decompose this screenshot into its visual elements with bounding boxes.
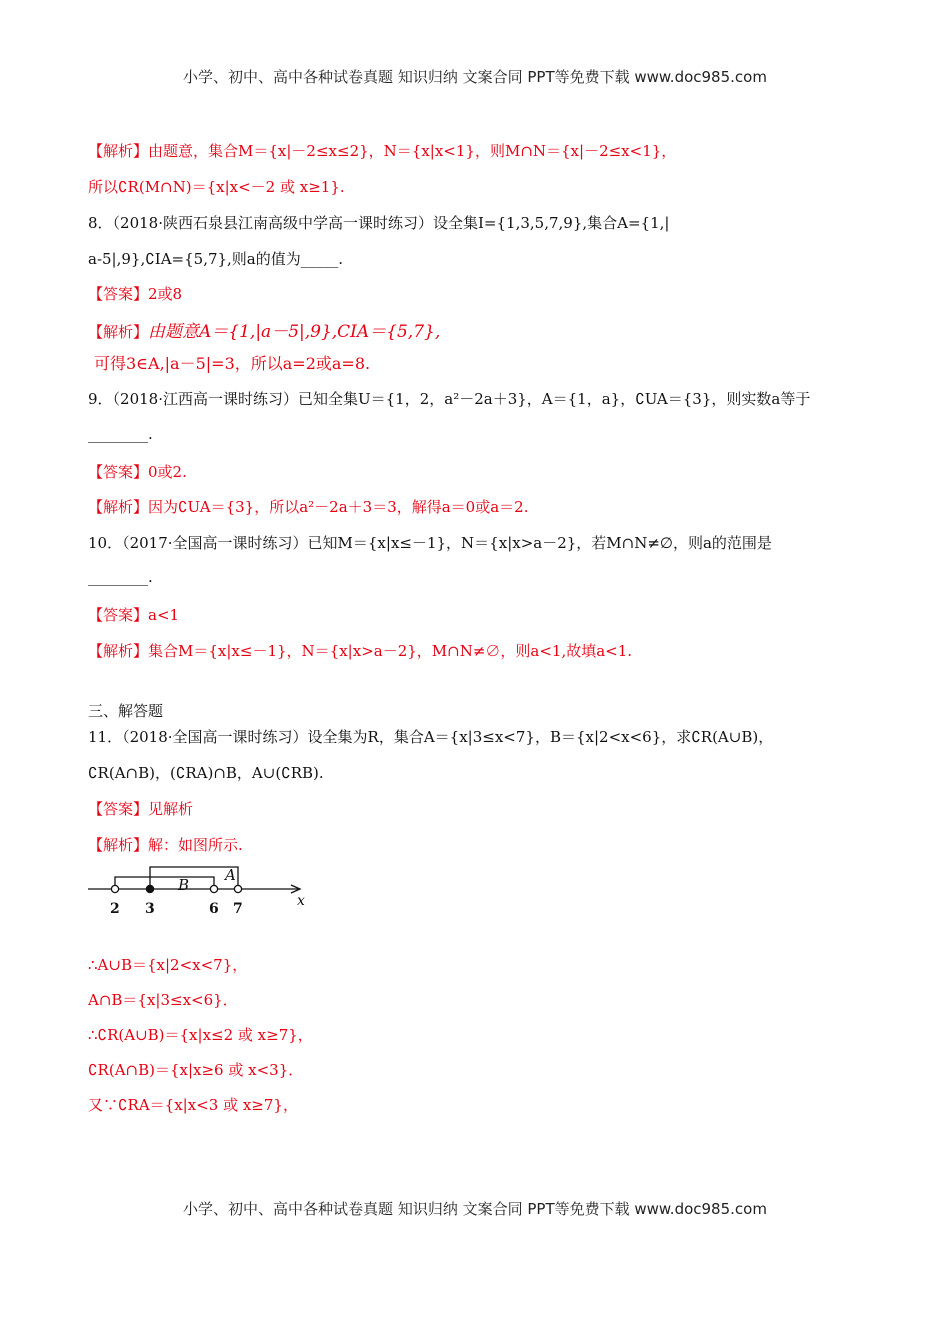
analysis-tag: 【解析】: [88, 642, 149, 660]
q11-step: A∩B＝{x|3≤x<6}．: [88, 991, 238, 1009]
q9-stem-line-1: 9．（2018·江西高一课时练习）已知全集U＝{1，2，a²－2a＋3}，A＝{1，a}，∁UA＝{3}，则实数a等于: [88, 390, 811, 408]
q11-step: 又∵∁RA＝{x|x<3 或 x≥7}，: [88, 1096, 298, 1114]
q7-analysis-text-1: 由题意，集合M＝{x|－2≤x≤2}，N＝{x|x<1}，则M∩N＝{x|－2≤x<1}，: [148, 142, 677, 160]
q8-analysis-line-2: 可得3∈A,|a－5|=3，所以a=2或a=8.: [94, 354, 371, 373]
page-header-banner: 小学、初中、高中各种试卷真题 知识归纳 文案合同 PPT等免费下载 www.doc985.com: [183, 68, 767, 86]
q10-answer-text: a<1: [148, 606, 180, 624]
q10-analysis-text: 集合M＝{x|x≤－1}，N＝{x|x>a－2}，M∩N≠∅，则a<1,故填a<1.: [148, 642, 633, 660]
q10-stem-line-2: ________.: [88, 568, 153, 586]
open-point-6: [210, 885, 217, 892]
label-set-a: A: [225, 866, 236, 884]
tick-label-7: 7: [233, 901, 243, 917]
tick-label-6: 6: [209, 901, 219, 917]
q11-step: ∴∁R(A∪B)＝{x|x≤2 或 x≥7}，: [88, 1026, 313, 1044]
tick-label-2: 2: [110, 901, 120, 917]
tick-label-3: 3: [145, 901, 155, 917]
axis-label-x: x: [297, 893, 305, 909]
q9-stem-line-2: ________.: [88, 425, 153, 443]
closed-point-3: [146, 885, 153, 892]
q8-analysis-text-1: 由题意A＝{1,|a－5|,9},CIA＝{5,7},: [148, 322, 441, 342]
section-heading: 三、解答题: [88, 702, 164, 720]
q8-analysis-line-1: [88, 317, 440, 342]
q10-stem-line-1: 10．（2017·全国高一课时练习）已知M＝{x|x≤－1}，N＝{x|x>a－2}，若M∩N≠∅，则a的范围是: [88, 534, 772, 552]
answer-tag: 【答案】: [88, 606, 149, 624]
q8-answer: [88, 283, 182, 304]
answer-tag: 【答案】: [88, 463, 149, 481]
analysis-tag: 【解析】: [88, 323, 149, 341]
q8-stem-line-1: 8．（2018·陕西石泉县江南高级中学高一课时练习）设全集I={1,3,5,7,9},集合A={1,|: [88, 214, 670, 232]
q10-analysis: [88, 640, 632, 661]
open-point-2: [111, 885, 118, 892]
analysis-tag: 【解析】: [88, 498, 149, 516]
q9-answer: [88, 461, 187, 482]
q11-answer-text: 见解析: [148, 800, 194, 818]
q11-stem-line-2: ∁R(A∩B)，(∁RA)∩B，A∪(∁RB).: [88, 764, 324, 782]
label-set-b: B: [178, 876, 190, 894]
q11-answer: [88, 798, 193, 819]
open-point-7: [234, 885, 241, 892]
q9-analysis-text: 因为∁UA＝{3}，所以a²－2a＋3＝3，解得a＝0或a＝2.: [148, 498, 529, 516]
answer-tag: 【答案】: [88, 800, 149, 818]
q7-analysis-line-2: 所以∁R(M∩N)＝{x|x<－2 或 x≥1}.: [88, 178, 345, 196]
page-footer-banner: 小学、初中、高中各种试卷真题 知识归纳 文案合同 PPT等免费下载 www.doc985.com: [183, 1200, 767, 1218]
q10-answer: [88, 604, 179, 625]
q11-analysis: [88, 834, 243, 855]
q11-step: ∴A∪B＝{x|2<x<7}，: [88, 956, 248, 974]
q9-answer-text: 0或2.: [148, 463, 187, 481]
q11-stem-line-1: 11．（2018·全国高一课时练习）设全集为R，集合A＝{x|3≤x<7}，B＝{x|2<x<6}，求∁R(A∪B)，: [88, 728, 774, 746]
analysis-tag: 【解析】: [88, 142, 149, 160]
answer-tag: 【答案】: [88, 285, 149, 303]
set-b-bracket: [115, 877, 214, 889]
number-line-figure: [86, 860, 316, 920]
q11-step: ∁R(A∩B)＝{x|x≥6 或 x<3}．: [88, 1061, 304, 1079]
q8-stem-line-2: a-5|,9},∁IA={5,7},则a的值为_____.: [88, 250, 344, 268]
q11-analysis-text: 解：如图所示.: [148, 836, 243, 854]
analysis-tag: 【解析】: [88, 836, 149, 854]
q9-analysis: [88, 496, 528, 517]
q8-answer-text: 2或8: [148, 285, 183, 303]
q7-analysis-line-1: [88, 140, 676, 161]
